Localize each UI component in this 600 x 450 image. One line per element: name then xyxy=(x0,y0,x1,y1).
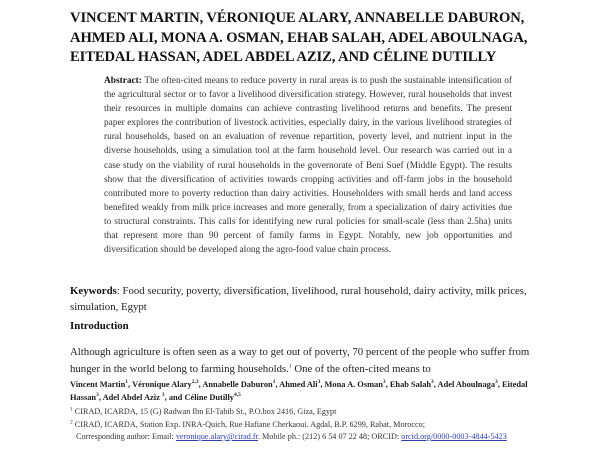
abstract xyxy=(104,74,512,257)
introduction-body: Although agriculture is often seen as a way to get out of poverty, 70 percent of the people who suffer from hunger in the world belong to farming households. xyxy=(70,346,530,375)
author-name: Ahmed Ali xyxy=(279,380,318,389)
affil-sup: 1 xyxy=(125,379,129,386)
author-name: Ehab Salah xyxy=(389,380,432,389)
author-name: Adel Abdel Aziz xyxy=(102,393,160,402)
affiliation-2 xyxy=(70,419,540,443)
and-word: and xyxy=(168,393,185,402)
author-name: Eitedal Hassan xyxy=(70,380,528,402)
keywords xyxy=(70,284,530,315)
introduction-text xyxy=(70,344,540,378)
affil-text: CIRAD, ICARDA, 15 (G) Radwan Ibn El-Tabib St., P.O.box 2416, Giza, Egypt xyxy=(74,407,337,416)
author-footer: Vincent Martin$^1$, Véronique Alary$^{2,3}$, Annabelle Daburon$^1$, Ahmed Ali$^3$, Mona A. Osman$^3$, Ehab Salah$^3$, Adel Aboulnaga$^3$, Eitedal Hassan$^3$, Adel Abdel Aziz $^3$, and Céline Dutilly$^{4,5}$ xyxy=(70,379,528,402)
affil-number: 1 xyxy=(70,406,73,413)
introduction-body-cont: One of the often-cited means to xyxy=(291,363,431,375)
affil-sup: 4,5 xyxy=(234,392,241,399)
affil-sup: 3 xyxy=(161,392,165,399)
author-name: Vincent Martin xyxy=(70,380,126,389)
keywords-label: Keywords xyxy=(70,285,117,297)
mobile-text: . Mobile ph.: (212) 6 54 07 22 48; ORCID: xyxy=(257,432,402,441)
introduction-heading: Introduction xyxy=(70,320,129,332)
affil-sup: 3 xyxy=(317,379,321,386)
author-name: Annabelle Daburon xyxy=(202,380,273,389)
abstract-text: The often-cited means to reduce poverty in rural areas is to push the sustainable intensification of the agricultural sector or to favor a livelihood diversification strategy. However, rural households that invest their resources in multiple domains can achieve contrasting livelihood returns and benefits. The present paper explores the contribution of livestock activities, especially dairy, in the various livelihood strategies of rural households, based on an evaluation of revenue repartition, poverty level, and nutrient input in the diverse households, using a simulation tool at the farm household level. Our research was carried out in a case study on the viability of rural households in the governorate of Beni Suef (Middle Egypt). The results show that the diversification of activities towards cropping activities and off-farm jobs in the household contributed more to poverty reduction than dairy activities. Householders with small herds and land access benefited weakly from milk price increases and more generally, from a specialization of dairy activities due to structural constraints. This calls for identifying new rural policies for small-scale (less than 2.5ha) units that represent more than 90 percent of family farms in Egypt. Notably, new job opportunities and diversification should be developed along the agro-food value chain process. xyxy=(104,76,513,256)
affil-sup: 1 xyxy=(272,379,276,386)
keywords-text: : Food security, poverty, diversification, livelihood, rural household, dairy activity, milk prices, simulation, Egypt xyxy=(70,285,527,313)
affiliation-1 xyxy=(70,406,540,418)
affil-sup: 3 xyxy=(382,379,386,386)
affil-number: 2 xyxy=(70,419,73,426)
affil-text: CIRAD, ICARDA, Station Exp. INRA-Quich, Rue Hafiane Cherkaoui. Agdal, B.P. 6299, Rabat, Morocco; xyxy=(74,420,425,429)
author-name: Mona A. Osman xyxy=(324,380,383,389)
footnote-ref[interactable]: 1 xyxy=(288,363,292,370)
orcid-link[interactable]: orcid.org/0000-0003-4844-5423 xyxy=(401,432,507,441)
author-name: Véronique Alary xyxy=(132,380,192,389)
email-link[interactable]: veronique.alary@cirad.fr xyxy=(175,432,258,441)
affil-sup: 3 xyxy=(495,379,498,386)
author-name: Céline Dutilly xyxy=(184,393,234,402)
affil-sup: 2,3 xyxy=(191,379,199,386)
corresponding-label: Corresponding author: Email: xyxy=(76,432,176,441)
author-name: Adel Aboulnaga xyxy=(437,380,496,389)
abstract-label: Abstract: xyxy=(104,76,142,86)
affil-sup: 3 xyxy=(96,392,99,399)
affil-sup: 3 xyxy=(431,379,434,386)
paper-authors-title: VINCENT MARTIN, VÉRONIQUE ALARY, ANNABELLE DABURON, AHMED ALI, MONA A. OSMAN, EHAB SALAH, ADEL ABOULNAGA, EITEDAL HASSAN, ADEL ABDEL AZIZ, AND CÉLINE DUTILLY xyxy=(70,10,528,65)
